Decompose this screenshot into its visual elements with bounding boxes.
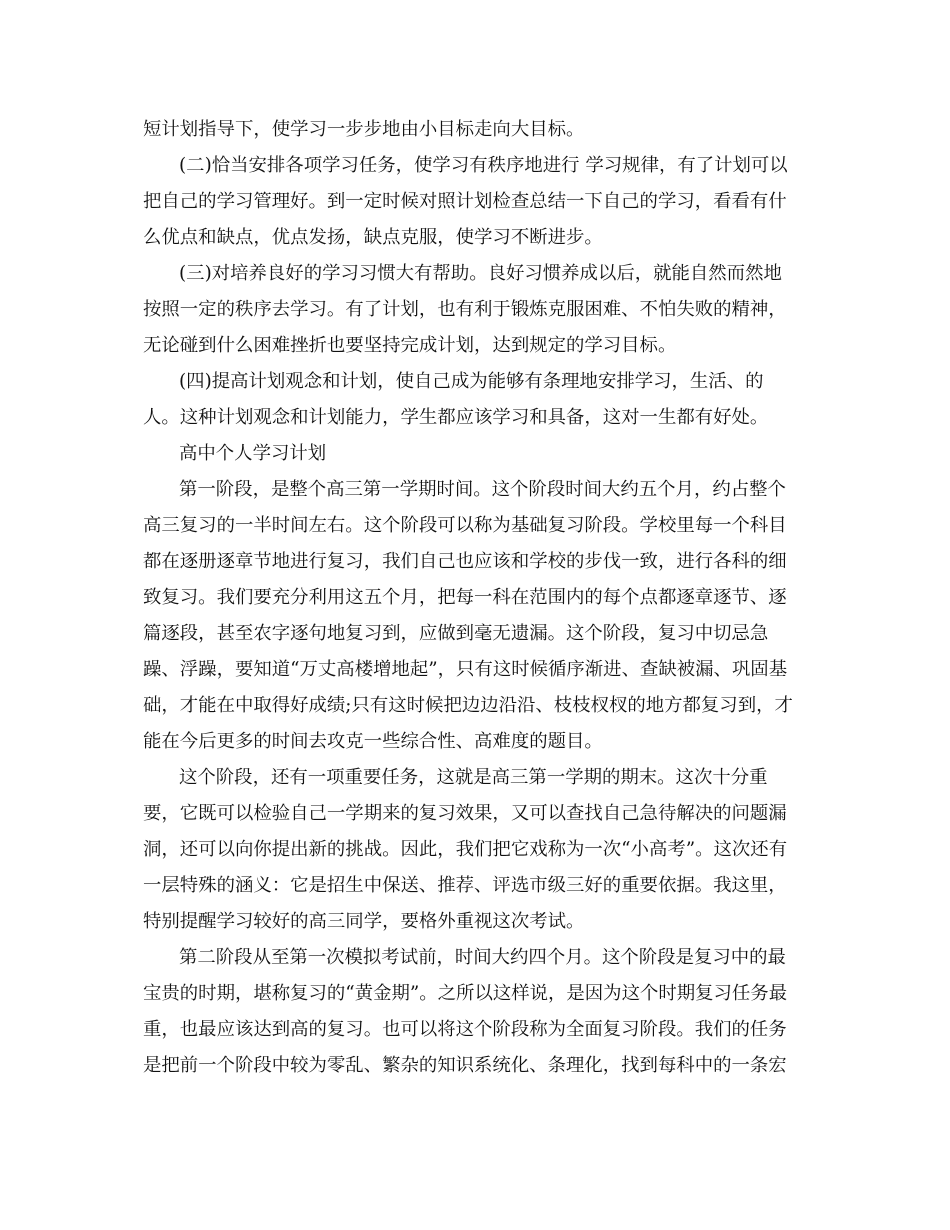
text-line: 按照一定的秩序去学习。有了计划，也有利于锻炼克服困难、不怕失败的精神， <box>143 299 787 320</box>
section-heading: 高中个人学习计划 <box>179 443 327 464</box>
paragraph-line: 这个阶段，还有一项重要任务，这就是高三第一学期的期末。这次十分重 <box>179 767 768 788</box>
text-line: 洞，还可以向你提出新的挑战。因此，我们把它戏称为一次“小高考”。这次还有 <box>143 839 788 860</box>
text-line: 都在逐册逐章节地进行复习，我们自己也应该和学校的步伐一致，进行各科的细 <box>143 551 787 572</box>
text-line: 篇逐段，甚至农字逐句地复习到，应做到毫无遗漏。这个阶段，复习中切忌急 <box>143 623 769 644</box>
paragraph-line: 第二阶段从至第一次模拟考试前，时间大约四个月。这个阶段是复习中的最 <box>179 947 786 968</box>
text-line: 无论碰到什么困难挫折也要坚持完成计划，达到规定的学习目标。 <box>143 335 677 356</box>
paragraph-line: (三)对培养良好的学习习惯大有帮助。良好习惯养成以后，就能自然而然地 <box>179 263 782 284</box>
text-line: 人。这种计划观念和计划能力，学生都应该学习和具备，这对一生都有好处。 <box>143 407 769 428</box>
text-line: 躁、浮躁，要知道“万丈高楼增地起”，只有这时候循序渐进、查缺被漏、巩固基 <box>143 659 788 680</box>
text-line: 是把前一个阶段中较为零乱、繁杂的知识系统化、条理化，找到每科中的一条宏 <box>143 1055 787 1076</box>
text-line: 要，它既可以检验自己一学期来的复习效果，又可以查找自己急待解决的问题漏 <box>143 803 787 824</box>
paragraph-line: (四)提高计划观念和计划，使自己成为能够有条理地安排学习，生活、的 <box>179 371 764 392</box>
text-line: 重，也最应该达到高的复习。也可以将这个阶段称为全面复习阶段。我们的任务 <box>143 1019 787 1040</box>
text-line: 么优点和缺点，优点发扬，缺点克服，使学习不断进步。 <box>143 227 603 248</box>
paragraph-line: (二)恰当安排各项学习任务，使学习有秩序地进行 学习规律，有了计划可以 <box>179 155 788 176</box>
text-line: 把自己的学习管理好。到一定时候对照计划检查总结一下自己的学习，看看有什 <box>143 191 787 212</box>
text-line: 础，才能在中取得好成绩;只有这时候把边边沿沿、枝枝杈杈的地方都复习到，才 <box>143 695 793 716</box>
text-line: 宝贵的时期，堪称复习的“黄金期”。之所以这样说，是因为这个时期复习任务最 <box>143 983 788 1004</box>
text-line: 短计划指导下，使学习一步步地由小目标走向大目标。 <box>143 119 585 140</box>
text-line: 一层特殊的涵义：它是招生中保送、推荐、评选市级三好的重要依据。我这里， <box>143 875 787 896</box>
text-line: 特别提醒学习较好的高三同学，要格外重视这次考试。 <box>143 911 585 932</box>
text-line: 致复习。我们要充分利用这五个月，把每一科在范围内的每个点都逐章逐节、逐 <box>143 587 787 608</box>
paragraph-line: 第一阶段，是整个高三第一学期时间。这个阶段时间大约五个月，约占整个 <box>179 479 786 500</box>
text-line: 能在今后更多的时间去攻克一些综合性、高难度的题目。 <box>143 731 603 752</box>
text-line: 高三复习的一半时间左右。这个阶段可以称为基础复习阶段。学校里每一个科目 <box>143 515 787 536</box>
